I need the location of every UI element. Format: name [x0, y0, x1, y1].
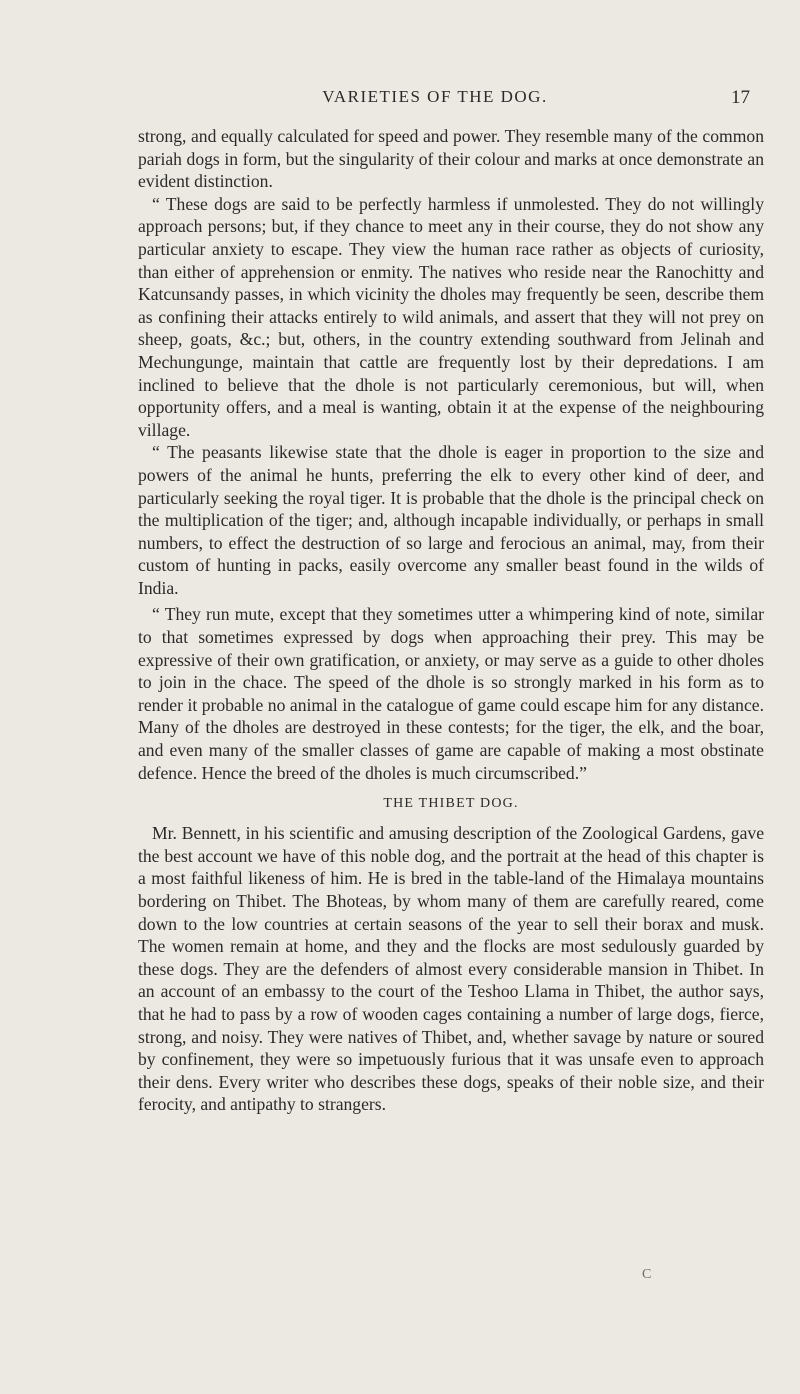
paragraph: “ The peasants likewise state that the dhole is eager in proportion to the size and powers of the animal he hunts, preferring the elk to every other kind of deer, and particularly seeking the royal tiger. It is probable that the dhole is the principal check on the multiplication of the tiger; and, although incapable individually, or perhaps in small numbers, to effect the destruction of so large and ferocious an animal, may, from their custom of hunting in packs, easily overcome any smaller beast found in the wilds of India.	[138, 442, 764, 598]
paragraph: Mr. Bennett, in his scientific and amusing description of the Zoological Gardens, gave the best account we have of this noble dog, and the portrait at the head of this chapter is a most faithful likeness of him. He is bred in the table-land of the Himalaya mountains bordering on Thibet. The Bhoteas, by whom many of them are carefully reared, come down to the low countries at certain seasons of the year to sell their borax and musk. The women remain at home, and they and the flocks are most sedulously guarded by these dogs. They are the defenders of almost every considerable mansion in Thibet. In an account of an embassy to the court of the Teshoo Llama in Thibet, the author says, that he had to pass by a row of wooden cages containing a number of large dogs, fierce, strong, and noisy. They were natives of Thibet, and, whether savage by nature or soured by confinement, they were so impetuously furious that it was unsafe even to approach their dens. Every writer who describes these dogs, speaks of their noble size, and their ferocity, and antipathy to strangers.	[138, 823, 764, 1115]
paragraph: strong, and equally calculated for speed and power. They resemble many of the common pariah dogs in form, but the singularity of their colour and marks at once demonstrate an evident distinction.	[138, 126, 764, 192]
page-header	[120, 87, 750, 111]
running-title: VARIETIES OF THE DOG.	[322, 87, 548, 106]
section-heading: THE THIBET DOG.	[383, 796, 519, 812]
body-text	[138, 125, 764, 1116]
paragraph: “ They run mute, except that they sometimes utter a whimpering kind of note, similar to that sometimes expressed by dogs when approaching their prey. This may be expressive of their own gratification, or anxiety, or may serve as a guide to other dholes to join in the chace. The speed of the dhole is so strongly marked in his form as to render it probable no animal in the catalogue of game could escape him for any distance. Many of the dholes are destroyed in these contests; for the tiger, the elk, and the boar, and even many of the smaller classes of game are capable of making a most obstinate defence. Hence the breed of the dholes is much circumscribed.”	[138, 604, 764, 783]
paragraph: “ These dogs are said to be perfectly harmless if unmolested. They do not willingly approach persons; but, if they chance to meet any in their course, they do not show any particular anxiety to escape. They view the human race rather as objects of curiosity, than either of apprehension or enmity. The natives who reside near the Ranochitty and Katcunsandy passes, in which vicinity the dholes may frequently be seen, describe them as confining their attacks entirely to wild animals, and assert that they will not prey on sheep, goats, &c.; but, others, in the country extending southward from Jelinah and Mechungunge, maintain that cattle are frequently lost by their depredations. I am inclined to believe that the dhole is not particularly ceremonious, but will, when opportunity offers, and a meal is wanting, obtain it at the expense of the neighbouring village.	[138, 193, 764, 440]
page-number: 17	[731, 87, 750, 108]
signature-mark: C	[642, 1267, 652, 1282]
